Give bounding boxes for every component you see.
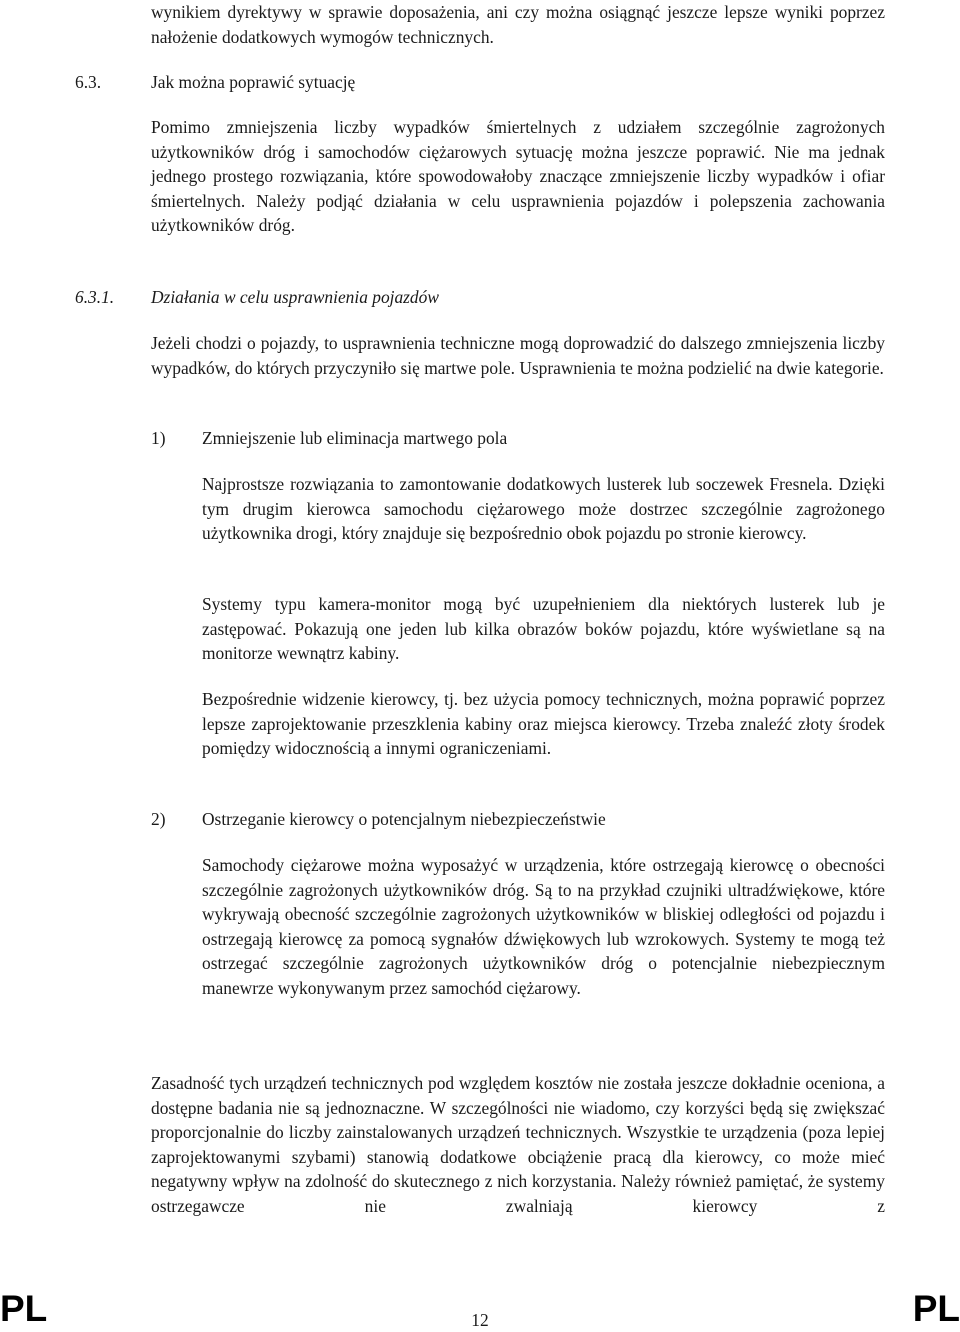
list-item-title: Ostrzeganie kierowcy o potencjalnym niebezpieczeństwie [202,809,606,829]
subsection-title: Działania w celu usprawnienia pojazdów [151,287,439,307]
closing-paragraph: Zasadność tych urządzeń technicznych pod względem kosztów nie została jeszcze dokładnie oceniona, a dostępne badania nie są jednoznaczne. W szczególności nie wiadomo, czy korzyści będą się zwiększać proporcjonalnie do liczby zainstalowanych urządzeń technicznych. Wszystkie te urządzenia (poza lepiej zaprojektowanymi szybami) stanowią dodatkowe obciążenie pracą dla kierowcy, co może mieć negatywny wpływ na zdolność do skutecznego z nich korzystania. Należy również pamiętać, że systemy ostrzegawcze nie zwalniają kierowcy z [151,1073,885,1216]
list-item-paragraph: Samochody ciężarowe można wyposażyć w urządzenia, które ostrzegają kierowcę o obecności szczególnie zagrożonych użytkowników dróg. Są to na przykład czujniki ultradźwiękowe, które wykrywają obecność szczególnie zagrożonych użytkowników w bliskiej odległości od pojazdu i ostrzegają kierowcę za pomocą sygnałów dźwiękowych lub wzrokowych. Systemy te mogą też ostrzegać szczególnie zagrożonych użytkowników dróg o potencjalnie niebezpiecznym manewrze wykonywanym przez samochód ciężarowy. [202,855,885,998]
section-number: 6.3. [75,72,102,92]
page-number: 12 [471,1310,489,1330]
list-item-paragraph: Bezpośrednie widzenie kierowcy, tj. bez użycia pomocy technicznych, można poprawić poprzez lepsze zaprojektowanie przeszklenia kabiny oraz miejsca kierowcy. Trzeba znaleźć złoty środek pomiędzy widocznością a innymi ograniczeniami. [202,689,885,759]
list-item-paragraph: Najprostsze rozwiązania to zamontowanie dodatkowych lusterek lub soczewek Fresnela. Dzięki tym drugim kierowca samochodu ciężarowego może dostrzec szczególnie zagrożonego użytkownika drogi, który znajduje się bezpośrednio obok pojazdu po stronie kierowcy. [202,474,885,544]
list-item-paragraph: Systemy typu kamera-monitor mogą być uzupełnieniem dla niektórych lusterek lub je zastępować. Pokazują one jeden lub kilka obrazów boków pojazdu, które wyświetlane są na monitorze wewnątrz kabiny. [202,594,885,664]
subsection-paragraph: Jeżeli chodzi o pojazdy, to usprawnienia techniczne mogą doprowadzić do dalszego zmniejszenia liczby wypadków, do których przyczyniło się martwe pole. Usprawnienia te można podzielić na dwie kategorie. [151,333,885,378]
section-paragraph: Pomimo zmniejszenia liczby wypadków śmiertelnych z udziałem szczególnie zagrożonych użytkowników dróg i samochodów ciężarowych sytuację można jeszcze poprawić. Nie ma jednak jednego prostego rozwiązania, które spowodowałoby znaczące zmniejszenie liczby wypadków i ofiar śmiertelnych. Należy podjąć działania w celu usprawnienia pojazdów i polepszenia zachowania użytkowników dróg. [151,117,885,236]
list-item-title: Zmniejszenie lub eliminacja martwego pola [202,428,508,448]
section-title: Jak można poprawić sytuację [151,72,356,92]
footer-language-right: PL [912,1288,960,1329]
footer-language-left: PL [0,1288,48,1329]
list-marker: 2) [151,809,166,829]
intro-paragraph: wynikiem dyrektywy w sprawie doposażenia, ani czy można osiągnąć jeszcze lepsze wyniki poprzez nałożenie dodatkowych wymogów technicznych. [151,2,885,47]
subsection-number: 6.3.1. [75,287,115,307]
list-marker: 1) [151,428,166,448]
